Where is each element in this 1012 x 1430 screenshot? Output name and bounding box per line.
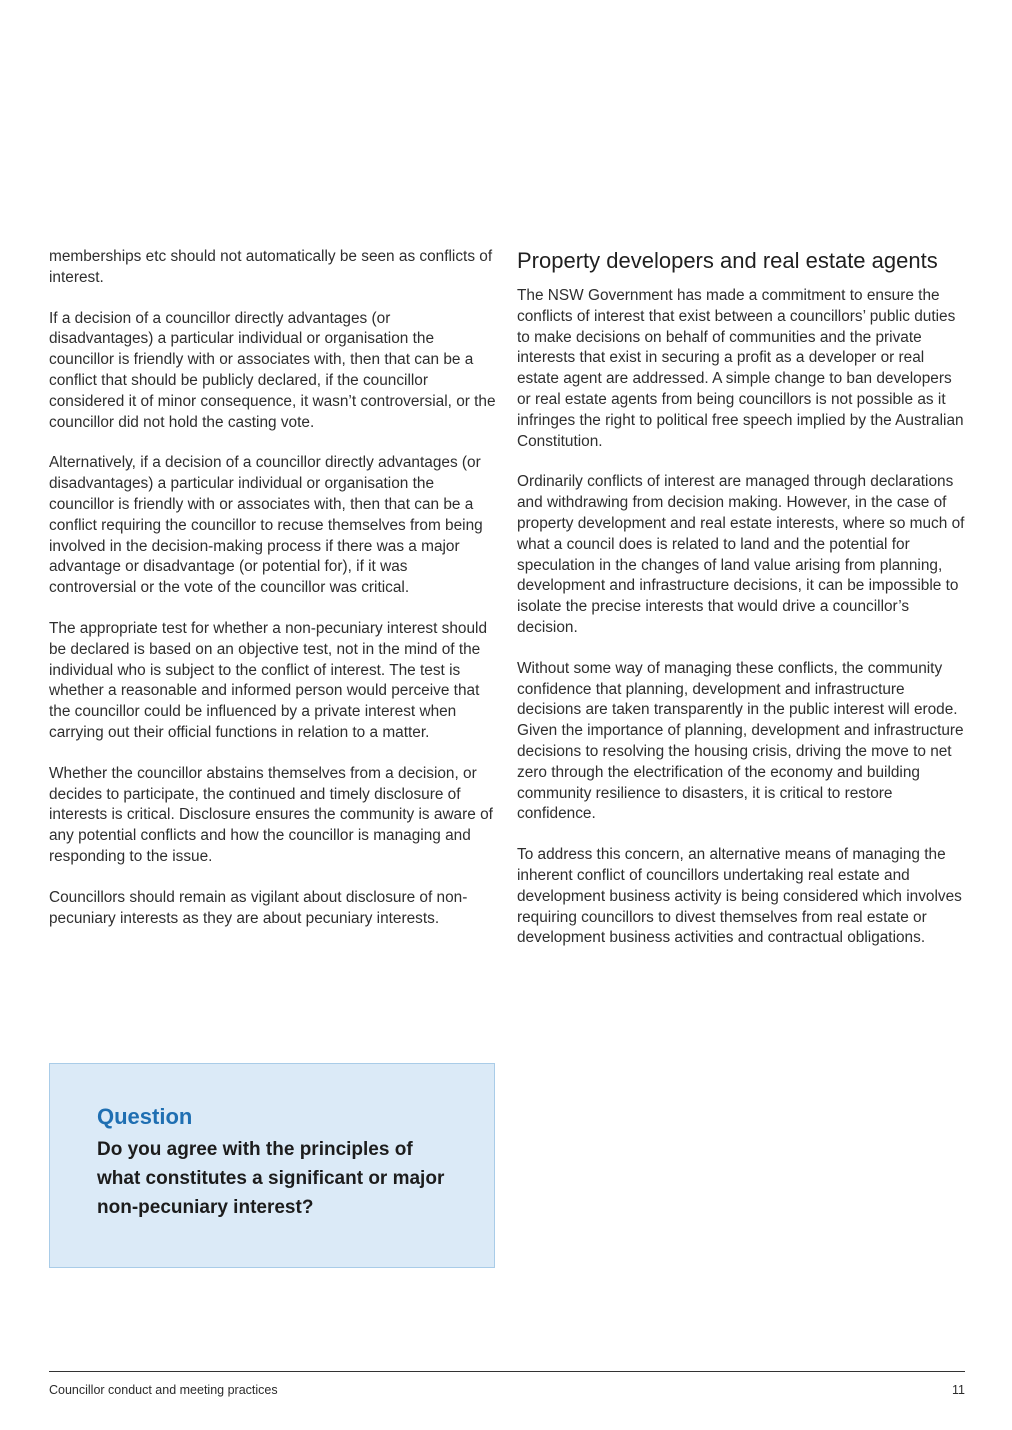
question-title: Question [97, 1104, 193, 1129]
question-text: Do you agree with the principles of what constitutes a significant or major non-pecuniary interest? [97, 1139, 445, 1218]
footer-document-title: Councillor conduct and meeting practices [49, 1383, 278, 1397]
question-box [49, 1063, 495, 1268]
right-paragraph-2: Ordinarily conflicts of interest are managed through declarations and withdrawing from decision making. However, in the case of property development and real estate interests, where so much of what a council does is related to land and the potential for speculation in the changes of land value arising from planning, development and infrastructure decisions, it can be impossible to isolate the precise interests that would drive a councillor’s decision. [517, 473, 965, 636]
left-paragraph-3: Alternatively, if a decision of a councillor directly advantages (or disadvantages) a particular individual or organisation the councillor is friendly with or associates with, then that can be a conflict requiring the councillor to recuse themselves from being involved in the decision-making process if there was a major advantage or disadvantage (or potential for), if it was controversial or the vote of the councillor was critical. [49, 454, 483, 597]
left-paragraph-5: Whether the councillor abstains themselves from a decision, or decides to participate, the continued and timely disclosure of interests is critical. Disclosure ensures the community is aware of any potential conflicts and how the councillor is managing and responding to the issue. [49, 764, 493, 865]
left-paragraph-1: memberships etc should not automatically be seen as conflicts of interest. [49, 248, 493, 286]
left-paragraph-2: If a decision of a councillor directly advantages (or disadvantages) a particular individual or organisation the councillor is friendly with or associates with, then that can be a conflict that should be publicly declared, if the councillor considered it of minor consequence, it wasn’t controversial, or the councillor did not hold the casting vote. [49, 309, 496, 431]
right-paragraph-1: The NSW Government has made a commitment to ensure the conflicts of interest that exist between a councillors’ public duties to make decisions on behalf of communities and the private interests that exist in securing a profit as a developer or real estate agent are addressed. A simple change to ban developers or real estate agents from being councillors is not possible as it infringes the right to political free speech implied by the Australian Constitution. [517, 287, 964, 450]
right-paragraph-4: To address this concern, an alternative means of managing the inherent conflict of councillors undertaking real estate and development business activity is being considered which involves requiring councillors to divest themselves from real estate or development business activities and contractual obligations. [517, 846, 962, 947]
left-paragraph-4: The appropriate test for whether a non-pecuniary interest should be declared is based on an objective test, not in the mind of the individual who is subject to the conflict of interest. The test is whether a reasonable and informed person would perceive that the councillor could be influenced by a private interest when carrying out their official functions in relation to a matter. [49, 619, 488, 741]
right-column [517, 247, 967, 969]
section-heading: Property developers and real estate agents [517, 248, 938, 273]
left-column [49, 247, 497, 949]
right-paragraph-3: Without some way of managing these conflicts, the community confidence that planning, development and infrastructure decisions are taken transparently in the public interest will erode. Given the importance of planning, development and infrastructure decisions to resolving the housing crisis, driving the move to net zero through the electrification of the economy and building community resilience to disasters, it is critical to restore confidence. [517, 659, 964, 823]
left-paragraph-6: Councillors should remain as vigilant about disclosure of non-pecuniary interests as they are about pecuniary interests. [49, 888, 468, 927]
footer-page-number: 11 [952, 1383, 965, 1397]
footer-divider [49, 1371, 965, 1372]
